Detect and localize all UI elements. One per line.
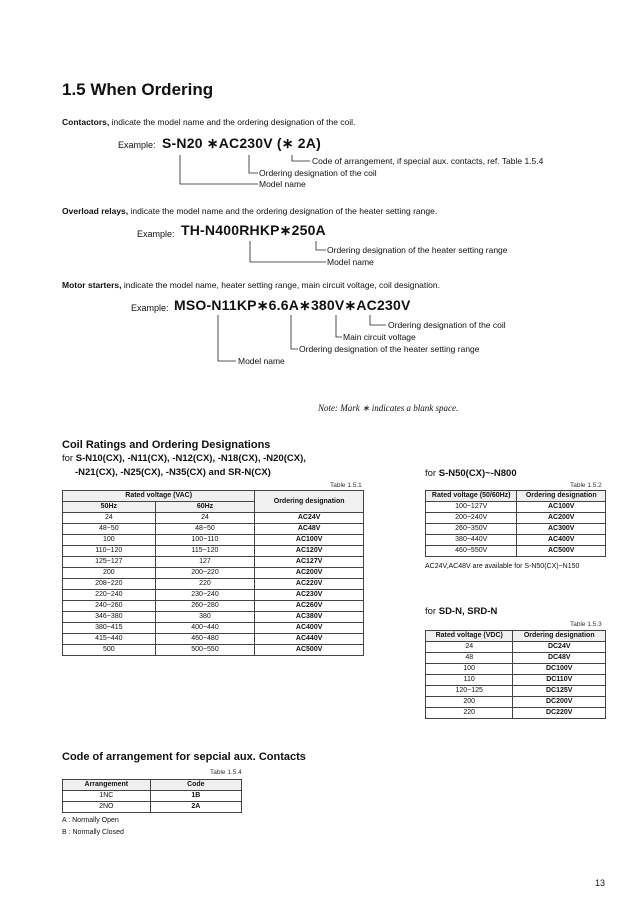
table-row	[426, 513, 606, 524]
cell-voltage: 110	[426, 675, 513, 686]
overload-text: indicate the model name and the ordering designation of the heater setting range.	[128, 206, 438, 216]
table-4-caption: Table 1.5.4	[210, 769, 242, 776]
coil-models-line-1	[62, 453, 306, 464]
coil-models-text-1: S-N10(CX), -N11(CX), -N12(CX), -N18(CX), -N20(CX),	[75, 453, 306, 464]
contactors-annotation-model: Model name	[259, 179, 306, 189]
cell-voltage: 48	[426, 653, 513, 664]
legend-normally-open: A : Normally Open	[62, 817, 119, 824]
contactors-instruction	[62, 117, 355, 127]
table-row	[426, 653, 606, 664]
table-1-caption: Table 1.5.1	[330, 482, 362, 489]
cell-voltage: 24	[426, 642, 513, 653]
cell-code: 1B	[150, 791, 241, 802]
starters-annotation-voltage: Main circuit voltage	[343, 332, 416, 342]
cell-designation: AC24V	[255, 513, 364, 524]
overload-annotation-model: Model name	[327, 257, 374, 267]
starters-instruction	[62, 280, 440, 290]
cell-voltage: 200~240V	[426, 513, 517, 524]
cell-50hz: 208~220	[63, 579, 156, 590]
cell-60hz: 200~220	[155, 568, 255, 579]
table-row	[426, 642, 606, 653]
cell-60hz: 260~280	[155, 601, 255, 612]
starters-text: indicate the model name, heater setting range, main circuit voltage, coil designation.	[121, 280, 440, 290]
cell-50hz: 200	[63, 568, 156, 579]
cell-voltage: 200	[426, 697, 513, 708]
coil-models-for: for	[62, 453, 76, 464]
header-ordering-designation: Ordering designation	[513, 631, 606, 642]
table-3-title-text: SD-N, SRD-N	[438, 606, 498, 617]
cell-designation: AC300V	[517, 524, 606, 535]
table-row	[63, 579, 364, 590]
cell-arrangement: 2NO	[63, 802, 151, 813]
header-rated-voltage: Rated voltage (50/60Hz)	[426, 491, 517, 502]
cell-designation: AC100V	[517, 502, 606, 513]
cell-designation: AC200V	[255, 568, 364, 579]
table-row	[63, 557, 364, 568]
cell-designation: DC200V	[513, 697, 606, 708]
cell-code: 2A	[150, 802, 241, 813]
cell-60hz: 127	[155, 557, 255, 568]
contactors-example: S-N20 ∗AC230V (∗ 2A)	[162, 135, 321, 151]
table-2-footnote: AC24V,AC48V are available for S-N50(CX)~N150	[425, 563, 580, 570]
cell-designation: AC127V	[255, 557, 364, 568]
contactors-lead: Contactors,	[62, 117, 110, 127]
aux-contacts-table	[62, 779, 242, 813]
header-ordering-designation: Ordering designation	[517, 491, 606, 502]
cell-60hz: 48~50	[155, 524, 255, 535]
contactors-annotation-arrangement: Code of arrangement, if special aux. contacts, ref. Table 1.5.4	[312, 156, 544, 166]
cell-voltage: 120~125	[426, 686, 513, 697]
cell-designation: AC400V	[517, 535, 606, 546]
table-row	[426, 697, 606, 708]
cell-designation: AC440V	[255, 634, 364, 645]
cell-designation: AC500V	[517, 546, 606, 557]
table-2-title-for: for	[425, 468, 439, 479]
cell-designation: AC200V	[517, 513, 606, 524]
cell-50hz: 415~440	[63, 634, 156, 645]
overload-example-label: Example:	[137, 229, 175, 239]
table-row	[63, 791, 242, 802]
table-3-title-for: for	[425, 606, 439, 617]
contactors-text: indicate the model name and the ordering designation of the coil.	[109, 117, 356, 127]
section-title: 1.5 When Ordering	[62, 80, 214, 99]
table-row	[63, 612, 364, 623]
table-row	[63, 802, 242, 813]
table-2-title	[425, 468, 517, 479]
cell-designation: AC48V	[255, 524, 364, 535]
cell-60hz: 460~480	[155, 634, 255, 645]
aux-contacts-heading: Code of arrangement for sepcial aux. Contacts	[62, 751, 306, 763]
table-row	[426, 708, 606, 719]
cell-60hz: 24	[155, 513, 255, 524]
header-ordering-designation: Ordering designation	[255, 491, 364, 513]
cell-designation: DC110V	[513, 675, 606, 686]
cell-voltage: 380~440V	[426, 535, 517, 546]
cell-50hz: 346~380	[63, 612, 156, 623]
table-2-caption: Table 1.5.2	[570, 482, 602, 489]
table-3-caption: Table 1.5.3	[570, 621, 602, 628]
legend-normally-closed: B : Normally Closed	[62, 829, 124, 836]
overload-example: TH-N400RHKP∗250A	[181, 222, 326, 238]
cell-voltage: 220	[426, 708, 513, 719]
cell-designation: AC500V	[255, 645, 364, 656]
cell-50hz: 220~240	[63, 590, 156, 601]
page-number: 13	[595, 878, 606, 888]
table-row	[63, 524, 364, 535]
header-50hz: 50Hz	[63, 502, 156, 513]
header-rated-voltage: Rated voltage (VAC)	[63, 491, 255, 502]
cell-voltage: 100	[426, 664, 513, 675]
table-row	[63, 601, 364, 612]
starters-annotation-model: Model name	[238, 356, 285, 366]
cell-60hz: 115~120	[155, 546, 255, 557]
header-arrangement: Arrangement	[63, 780, 151, 791]
overload-instruction	[62, 206, 437, 216]
cell-arrangement: 1NC	[63, 791, 151, 802]
cell-50hz: 100	[63, 535, 156, 546]
starters-annotation-coil: Ordering designation of the coil	[388, 320, 506, 330]
cell-60hz: 400~440	[155, 623, 255, 634]
cell-50hz: 240~260	[63, 601, 156, 612]
cell-designation: DC48V	[513, 653, 606, 664]
cell-50hz: 500	[63, 645, 156, 656]
cell-designation: AC380V	[255, 612, 364, 623]
starters-example: MSO-N11KP∗6.6A∗380V∗AC230V	[174, 297, 411, 313]
cell-60hz: 230~240	[155, 590, 255, 601]
table-row	[63, 513, 364, 524]
table-row	[63, 590, 364, 601]
overload-annotation-heater: Ordering designation of the heater setting range	[327, 245, 508, 255]
cell-designation: DC100V	[513, 664, 606, 675]
table-row	[426, 524, 606, 535]
cell-voltage: 100~127V	[426, 502, 517, 513]
table-row	[426, 675, 606, 686]
cell-designation: AC260V	[255, 601, 364, 612]
cell-60hz: 500~550	[155, 645, 255, 656]
header-60hz: 60Hz	[155, 502, 255, 513]
table-row	[63, 546, 364, 557]
contactors-example-label: Example:	[118, 140, 156, 150]
coil-ac-table	[62, 490, 364, 656]
cell-60hz: 380	[155, 612, 255, 623]
header-rated-voltage: Rated voltage (VDC)	[426, 631, 513, 642]
cell-designation: AC230V	[255, 590, 364, 601]
table-row	[63, 645, 364, 656]
coil-ac-large-table	[425, 490, 606, 557]
cell-50hz: 380~415	[63, 623, 156, 634]
starters-annotation-heater: Ordering designation of the heater setting range	[299, 344, 480, 354]
cell-designation: DC24V	[513, 642, 606, 653]
coil-ratings-heading: Coil Ratings and Ordering Designations	[62, 439, 271, 451]
cell-voltage: 260~350V	[426, 524, 517, 535]
cell-60hz: 100~110	[155, 535, 255, 546]
cell-50hz: 24	[63, 513, 156, 524]
table-row	[63, 634, 364, 645]
table-row	[63, 568, 364, 579]
cell-designation: DC220V	[513, 708, 606, 719]
coil-dc-table	[425, 630, 606, 719]
table-row	[426, 502, 606, 513]
cell-designation: AC100V	[255, 535, 364, 546]
contactors-annotation-coil: Ordering designation of the coil	[259, 168, 377, 178]
table-row	[63, 623, 364, 634]
starters-lead: Motor starters,	[62, 280, 122, 290]
table-row	[426, 686, 606, 697]
table-row	[426, 664, 606, 675]
table-2-title-text: S-N50(CX)~-N800	[438, 468, 517, 479]
cell-50hz: 48~50	[63, 524, 156, 535]
cell-designation: AC220V	[255, 579, 364, 590]
cell-voltage: 460~550V	[426, 546, 517, 557]
cell-60hz: 220	[155, 579, 255, 590]
coil-models-line-2: -N21(CX), -N25(CX), -N35(CX) and SR-N(CX)	[75, 467, 271, 478]
table-row	[426, 535, 606, 546]
overload-lead: Overload relays,	[62, 206, 129, 216]
cell-designation: DC125V	[513, 686, 606, 697]
cell-50hz: 110~120	[63, 546, 156, 557]
table-row	[63, 535, 364, 546]
table-row	[426, 546, 606, 557]
blank-space-note: Note: Mark ∗ indicates a blank space.	[318, 403, 459, 413]
header-code: Code	[150, 780, 241, 791]
starters-example-label: Example:	[131, 303, 169, 313]
cell-designation: AC400V	[255, 623, 364, 634]
cell-50hz: 125~127	[63, 557, 156, 568]
table-3-title	[425, 606, 497, 617]
cell-designation: AC120V	[255, 546, 364, 557]
